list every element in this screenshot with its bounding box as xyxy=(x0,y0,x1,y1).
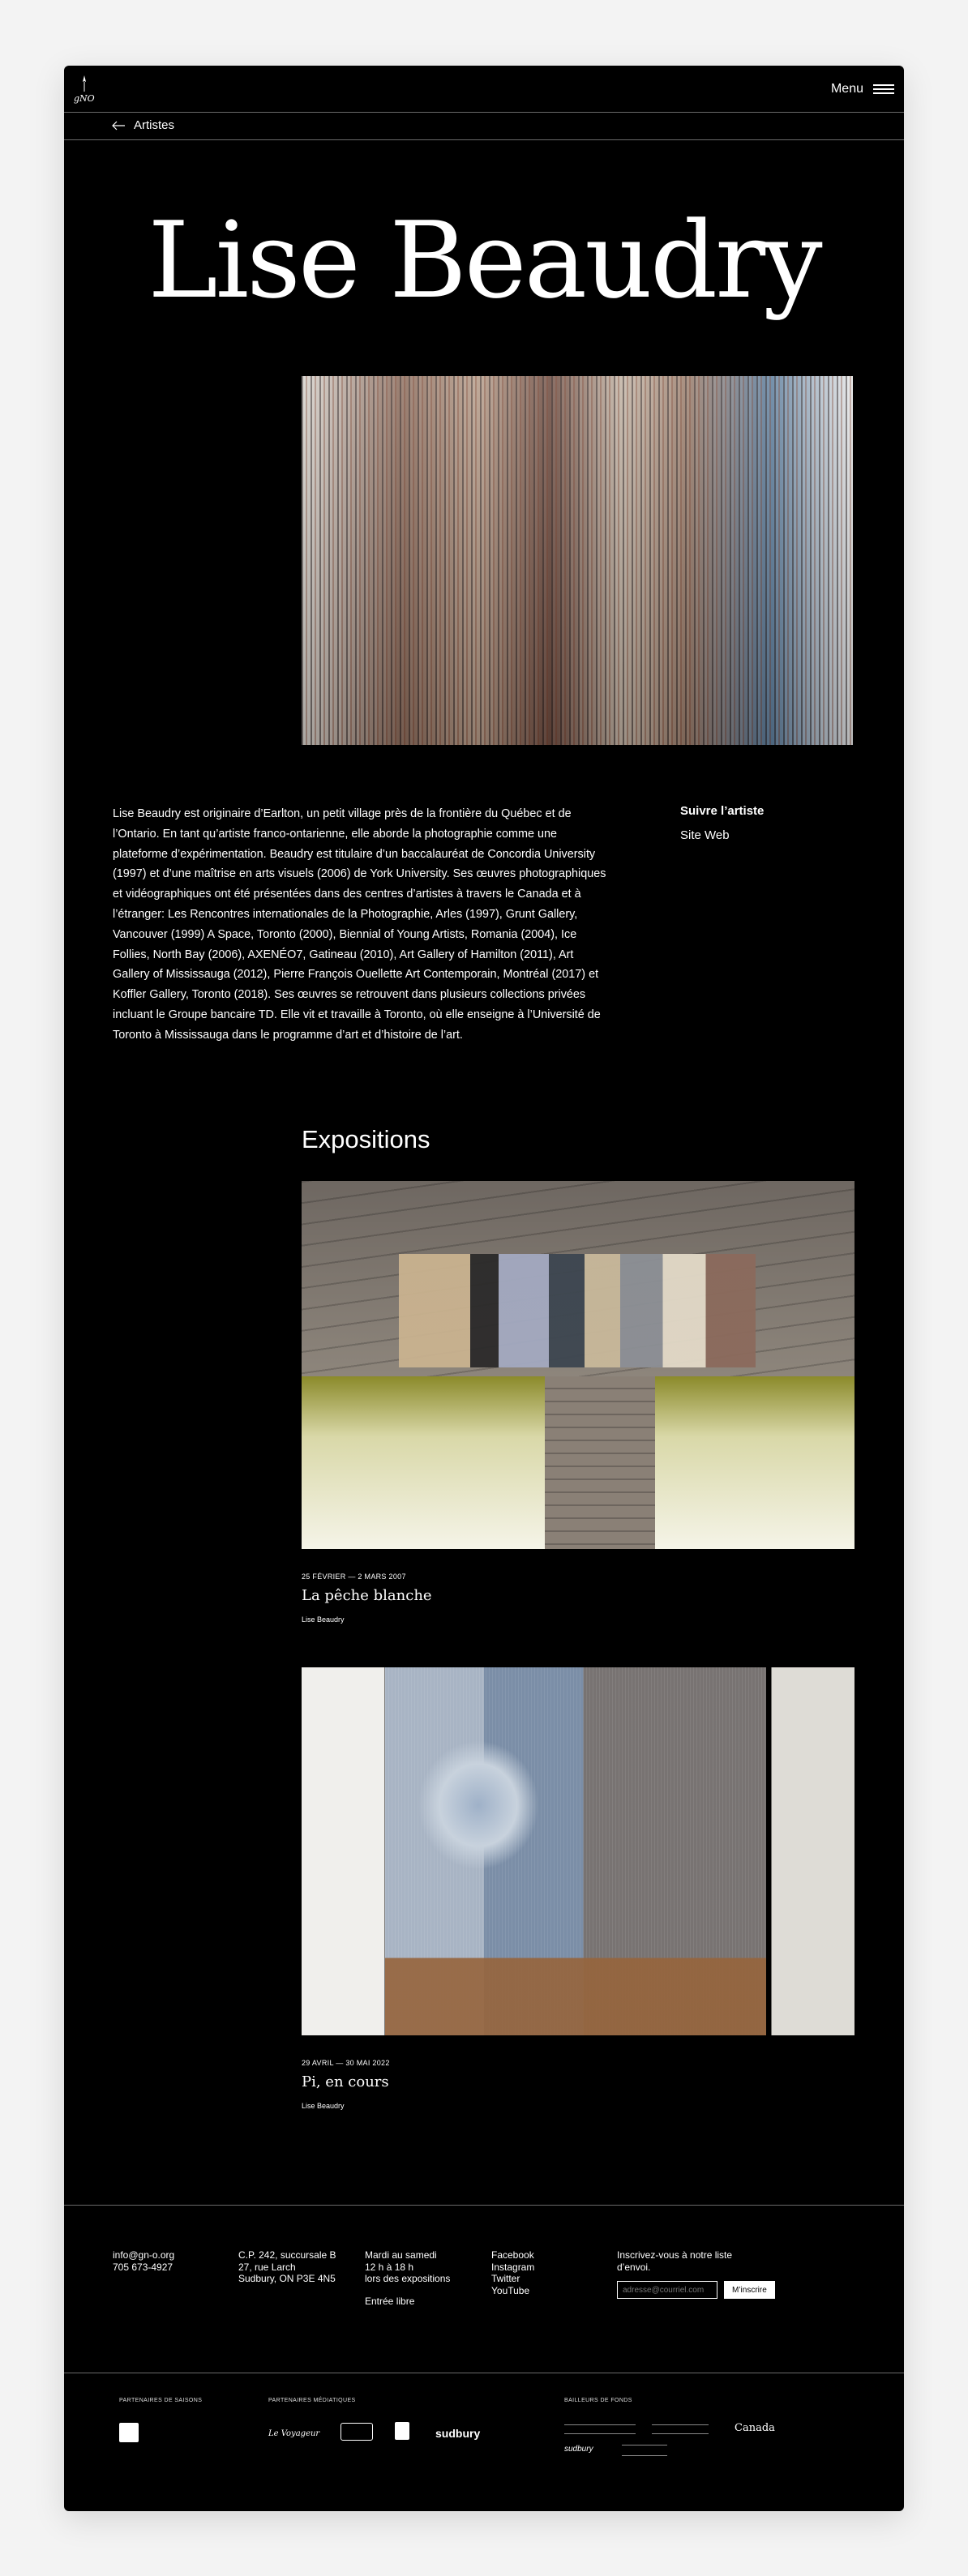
exhibition-card-2[interactable] xyxy=(302,2059,390,2110)
funder-logo[interactable] xyxy=(622,2445,667,2456)
exhibition-title[interactable]: La pêche blanche xyxy=(302,1587,432,1604)
address-line: C.P. 242, succursale B xyxy=(238,2249,336,2261)
sudbury-funder-logo[interactable]: sudbury xyxy=(564,2445,593,2454)
funders-label: BAILLEURS DE FONDS xyxy=(564,2398,632,2403)
address-line: 27, rue Larch xyxy=(238,2261,296,2273)
exhibition-image-2[interactable] xyxy=(302,1667,854,2035)
gno-logo[interactable] xyxy=(71,72,98,108)
footer-contact xyxy=(113,2249,174,2273)
page-frame xyxy=(64,66,904,2511)
hours-line: 12 h à 18 h xyxy=(365,2261,414,2273)
breadcrumb-label: Artistes xyxy=(134,118,175,132)
artist-hero-image xyxy=(302,376,853,745)
newsletter-form xyxy=(617,2281,775,2299)
media-partners-label: PARTENAIRES MÉDIATIQUES xyxy=(268,2398,356,2403)
hours-line: Mardi au samedi xyxy=(365,2249,437,2261)
entry-note: Entrée libre xyxy=(365,2295,415,2307)
media-partner-logo[interactable] xyxy=(395,2422,409,2440)
footer-address xyxy=(238,2249,336,2285)
exhibition-image-1[interactable] xyxy=(302,1181,854,1549)
subscribe-button[interactable]: M’inscrire xyxy=(724,2281,775,2299)
exhibitions-heading: Expositions xyxy=(302,1125,430,1153)
facebook-link[interactable]: Facebook xyxy=(491,2249,534,2261)
newsletter-text: Inscrivez-vous à notre liste d’envoi. xyxy=(617,2249,733,2273)
hours-line: lors des expositions xyxy=(365,2273,451,2284)
exhibition-title[interactable]: Pi, en cours xyxy=(302,2073,389,2090)
exhibition-dates: 29 AVRIL — 30 MAI 2022 xyxy=(302,2059,390,2067)
exhibition-card-1[interactable] xyxy=(302,1573,432,1624)
footer-hours xyxy=(365,2249,450,2307)
back-to-artists-link[interactable] xyxy=(111,118,174,132)
breadcrumb xyxy=(64,113,904,140)
menu-button[interactable] xyxy=(831,82,894,96)
sudbury-media-logo[interactable]: sudbury xyxy=(435,2427,481,2440)
follow-artist-heading: Suivre l’artiste xyxy=(680,804,765,818)
exhibition-artist: Lise Beaudry xyxy=(302,2102,345,2110)
artist-links xyxy=(680,804,764,842)
media-partner-logo[interactable] xyxy=(341,2423,373,2441)
arrow-left-icon xyxy=(111,121,126,131)
newsletter-email-input[interactable] xyxy=(617,2281,717,2299)
youtube-link[interactable]: YouTube xyxy=(491,2284,530,2296)
artist-name: Lise Beaudry xyxy=(148,199,820,322)
season-partner-logo[interactable] xyxy=(119,2423,139,2442)
canada-logo[interactable]: Canada xyxy=(735,2422,775,2434)
season-partners-label: PARTENAIRES DE SAISONS xyxy=(119,2398,203,2403)
funder-logo[interactable] xyxy=(652,2424,709,2434)
top-bar xyxy=(64,66,904,113)
address-line: Sudbury, ON P3E 4N5 xyxy=(238,2273,336,2284)
instagram-link[interactable]: Instagram xyxy=(491,2261,535,2273)
le-voyageur-logo[interactable]: Le Voyageur xyxy=(268,2429,320,2438)
email-link[interactable]: info@gn-o.org xyxy=(113,2249,175,2261)
menu-label: Menu xyxy=(830,82,863,96)
website-link[interactable]: Site Web xyxy=(680,828,730,842)
logo-text: gNO xyxy=(74,93,95,104)
hamburger-icon xyxy=(873,84,894,94)
artist-bio: Lise Beaudry est originaire d’Earlton, un petit village près de la frontière du Québec et de l’Ontario. En tant qu’artiste franco-ontarienne, elle aborde la photographie comme une plateforme d’expérimentation. Beaudry est titulaire d’un baccalauréat de Concordia University (1997) et d’une maîtrise en arts visuels (2006) de York University. Ses œuvres photographiques et vidéographiques ont été présentées dans des centres d’artistes à travers le Canada et à l’étranger: Les Rencontres internationales de la Photographie, Arles (1997), Grunt Gallery, Vancouver (1999) A Space, Toronto (2000), Biennial of Young Artists, Romania (2004), Ice Follies, North Bay (2006), AXENÉO7, Gatineau (2010), Art Gallery of Hamilton (2011), Art Gallery of Mississauga (2012), Pierre François Ouellette Art Contemporain, Montréal (2017) et Koffler Gallery, Toronto (2018). Ses œuvres se retrouvent dans plusieurs collections privées incluant le Groupe bancaire TD. Elle vit et travaille à Toronto, où elle enseigne à l’Université de Toronto à Mississauga dans le programme d’art et d’histoire de l’art. xyxy=(113,807,606,1042)
exhibition-artist: Lise Beaudry xyxy=(302,1615,345,1624)
footer-social xyxy=(491,2249,534,2296)
twitter-link[interactable]: Twitter xyxy=(491,2273,520,2284)
phone-link[interactable]: 705 673-4927 xyxy=(113,2261,173,2273)
footer-divider xyxy=(64,2205,904,2206)
exhibition-dates: 25 FÉVRIER — 2 MARS 2007 xyxy=(302,1573,406,1581)
funder-logo[interactable] xyxy=(564,2424,636,2434)
